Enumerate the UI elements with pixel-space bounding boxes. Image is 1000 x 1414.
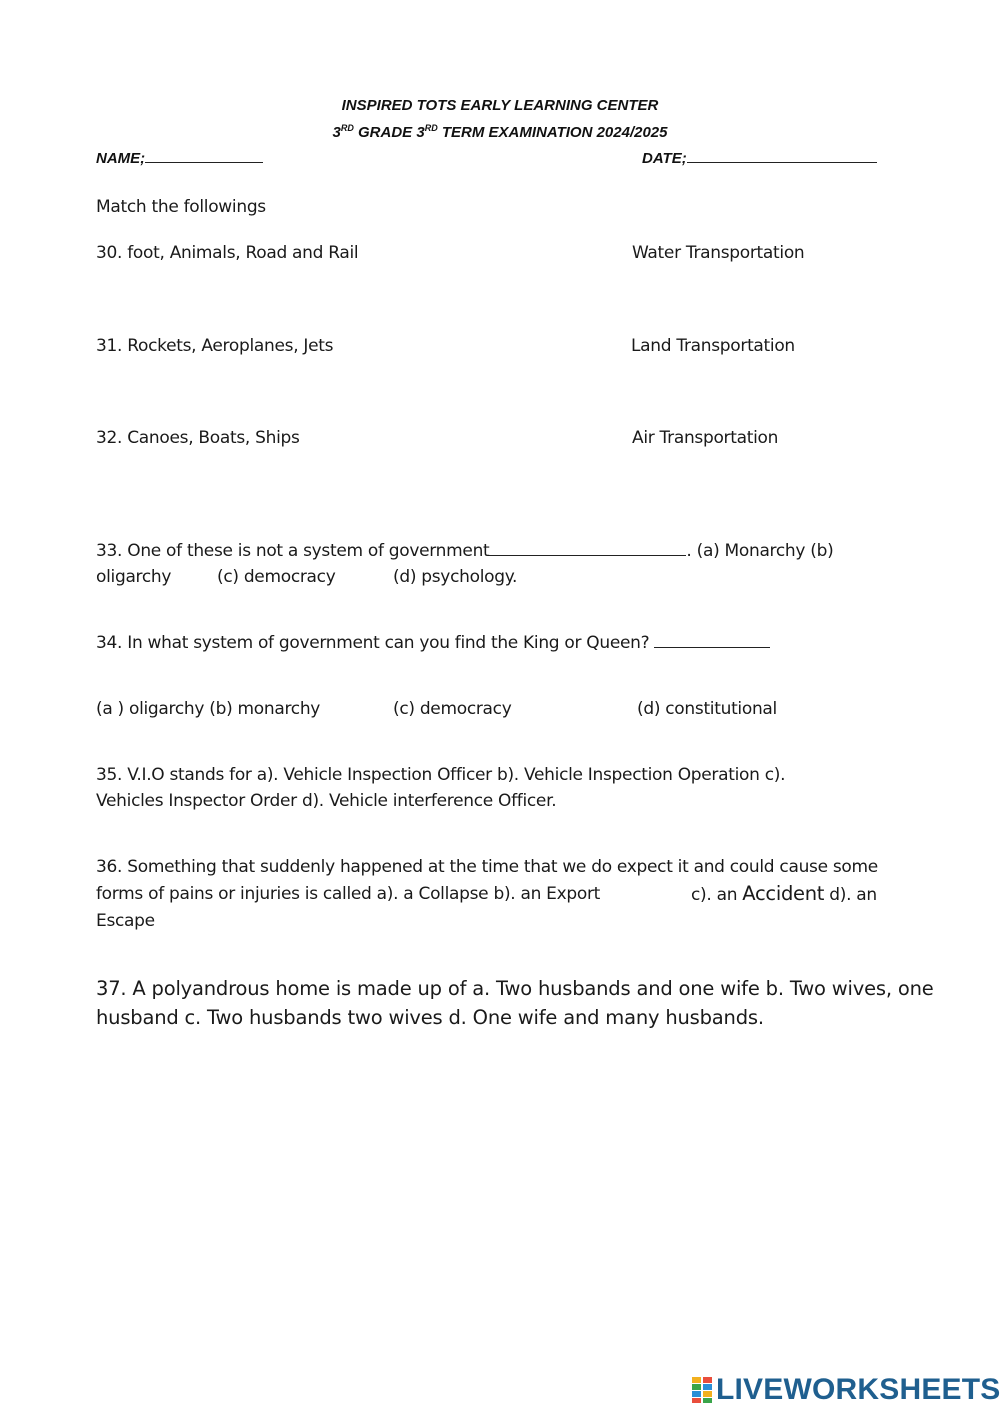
instruction: Match the followings [96,197,266,217]
question-36-line2b: c). an Accident d). an [691,882,877,905]
name-blank[interactable] [145,161,263,163]
question-33-line1: 33. One of these is not a system of government . (a) Monarchy (b) [96,541,834,561]
date-blank[interactable] [687,161,877,163]
q34-options-ab: (a ) oligarchy (b) monarchy [96,699,321,719]
match-left-30: 30. foot, Animals, Road and Rail [96,243,359,263]
question-37-line1: 37. A polyandrous home is made up of a. Two husbands and one wife b. Two wives, one [96,977,934,1000]
q34-option-c: (c) democracy [393,699,512,719]
question-34: 34. In what system of government can you find the King or Queen? [96,633,770,653]
q33-option-a: oligarchy [96,567,172,587]
liveworksheets-logo-icon [692,1377,712,1403]
q33-option-d: (d) psychology. [393,567,518,587]
liveworksheets-brand: LIVEWORKSHEETS [716,1373,1000,1406]
name-label: NAME; [96,150,146,167]
q34-option-d: (d) constitutional [637,699,777,719]
question-37-line2: husband c. Two husbands two wives d. One wife and many husbands. [96,1006,764,1029]
question-36-line2a: forms of pains or injuries is called a). a Collapse b). an Export [96,884,601,904]
question-35-line1: 35. V.I.O stands for a). Vehicle Inspection Officer b). Vehicle Inspection Operation c). [96,765,786,785]
name-field [96,150,263,167]
date-field [642,150,877,167]
exam-title: 3RD GRADE 3RD TERM EXAMINATION 2024/2025 [332,123,668,141]
date-label: DATE; [642,150,687,167]
match-right-water: Water Transportation [632,243,805,263]
liveworksheets-logo [692,1374,1000,1406]
match-right-air: Air Transportation [632,428,779,448]
answer-blank-34[interactable] [654,646,770,648]
match-left-31: 31. Rockets, Aeroplanes, Jets [96,336,334,356]
school-name: INSPIRED TOTS EARLY LEARNING CENTER [341,97,659,114]
question-36-line3: Escape [96,911,155,931]
match-left-32: 32. Canoes, Boats, Ships [96,428,300,448]
match-right-land: Land Transportation [631,336,795,356]
question-36-line1: 36. Something that suddenly happened at the time that we do expect it and could cause some [96,857,878,877]
q33-option-c: (c) democracy [217,567,336,587]
answer-blank-33[interactable] [489,554,686,556]
question-35-line2: Vehicles Inspector Order d). Vehicle interference Officer. [96,791,557,811]
